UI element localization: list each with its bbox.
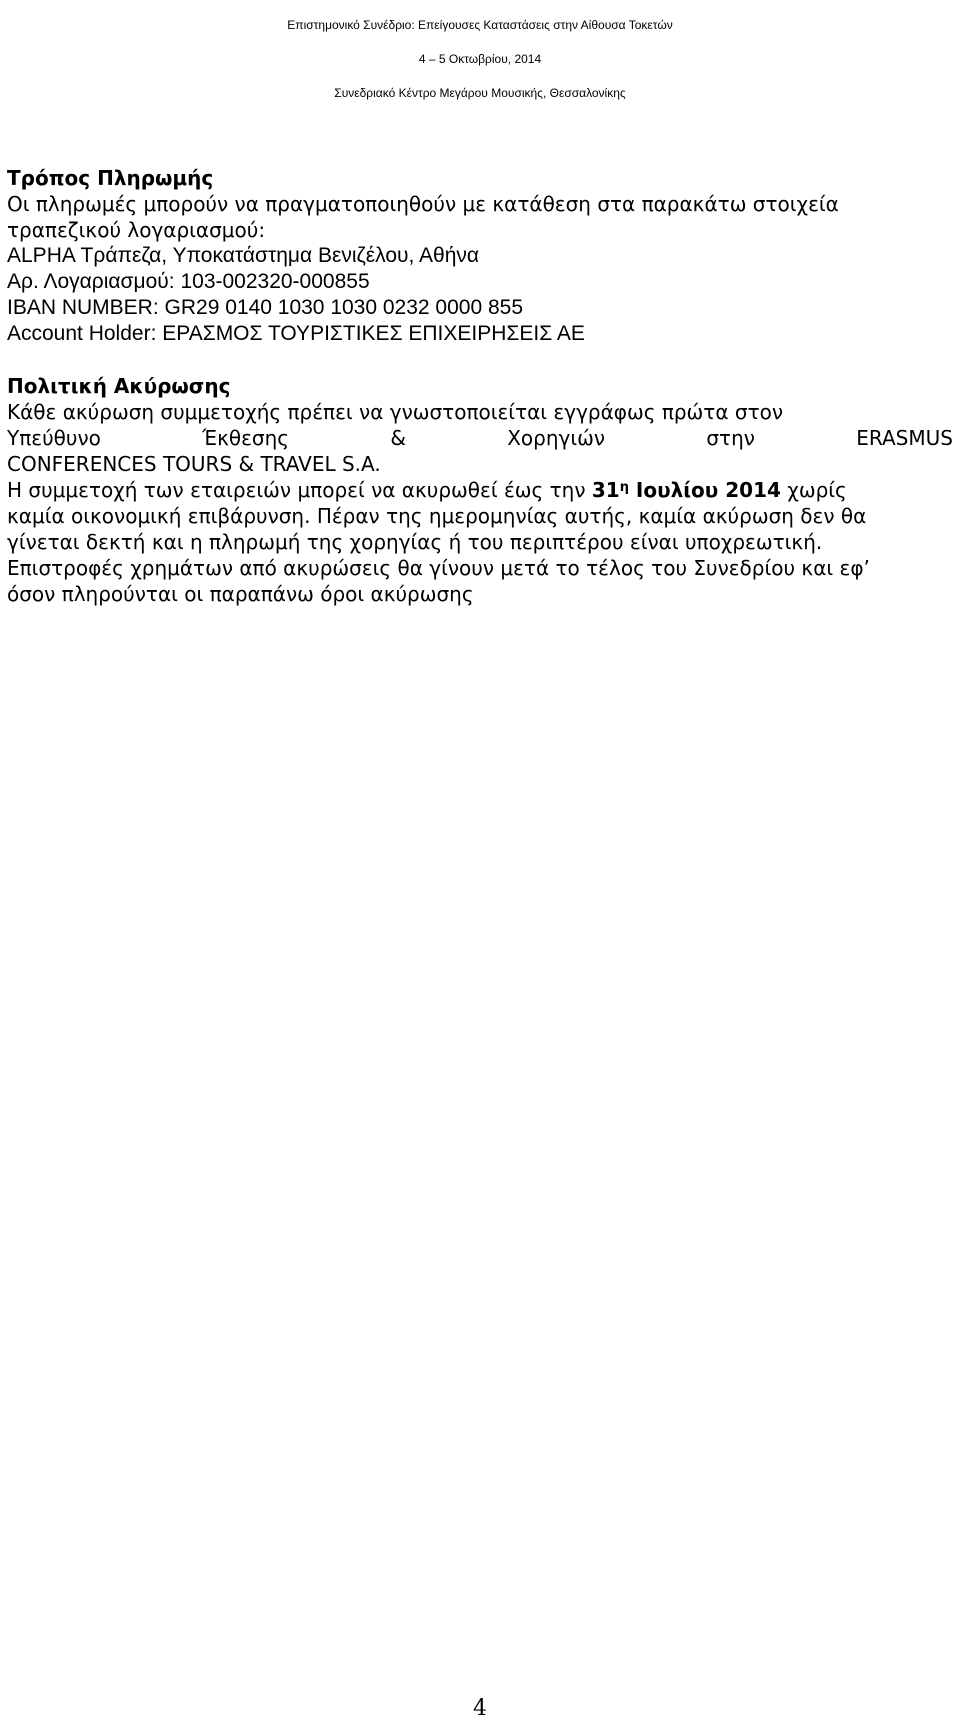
- cancellation-line-7: Επιστροφές χρημάτων από ακυρώσεις θα γίνουν μετά το τέλος του Συνεδρίου και εφ’: [7, 556, 870, 580]
- payment-intro-line-2: τραπεζικού λογαριασμού:: [7, 218, 266, 242]
- account-number: Αρ. Λογαριασμού: 103-002320-000855: [7, 270, 370, 293]
- cancellation-line-3: CONFERENCES TOURS & TRAVEL S.A.: [7, 452, 381, 476]
- cancellation-heading: Πολιτική Ακύρωσης: [7, 374, 231, 398]
- word: Χορηγιών: [507, 426, 606, 450]
- page-number: 4: [473, 1696, 487, 1721]
- word: ERASMUS: [856, 426, 953, 450]
- bank-name: ALPHA Τράπεζα, Υποκατάστημα Βενιζέλου, Αθήνα: [7, 244, 480, 267]
- deadline-day: 31: [591, 478, 620, 502]
- document-body: [7, 165, 953, 607]
- iban-number: IBAN NUMBER: GR29 0140 1030 1030 0232 0000 855: [7, 296, 524, 319]
- cancellation-line-5: καμία οικονομική επιβάρυνση. Πέραν της ημερομηνίας αυτής, καμία ακύρωση δεν θα: [7, 504, 867, 528]
- word: Έκθεσης: [202, 426, 290, 450]
- account-holder: Account Holder: ΕΡΑΣΜΟΣ ΤΟΥΡΙΣΤΙΚΕΣ ΕΠΙΧΕΙΡΗΣΕΙΣ ΑΕ: [7, 322, 585, 345]
- payment-section: [7, 165, 953, 347]
- conference-venue: Συνεδριακό Κέντρο Μεγάρου Μουσικής, Θεσσαλονίκης: [334, 86, 626, 100]
- cancellation-line-8: όσον πληρούνται οι παραπάνω όροι ακύρωσης: [7, 582, 474, 606]
- word: &: [390, 426, 406, 450]
- payment-intro-line-1: Οι πληρωμές μπορούν να πραγματοποιηθούν με κατάθεση στα παρακάτω στοιχεία: [7, 192, 839, 216]
- word: στην: [706, 426, 755, 450]
- section-spacer: [7, 347, 953, 373]
- cancellation-line-2: [7, 425, 953, 451]
- deadline-pre: Η συμμετοχή των εταιρειών μπορεί να ακυρωθεί έως την: [7, 478, 592, 502]
- cancellation-section: [7, 373, 953, 607]
- cancellation-line-4: [7, 477, 953, 503]
- conference-title: Επιστημονικό Συνέδριο: Επείγουσες Καταστάσεις στην Αίθουσα Τοκετών: [287, 18, 673, 32]
- deadline-ordinal: η: [619, 480, 629, 495]
- conference-header: [0, 0, 960, 110]
- deadline-post: χωρίς: [780, 478, 847, 502]
- cancellation-line-6: γίνεται δεκτή και η πληρωμή της χορηγίας ή του περιπτέρου είναι υποχρεωτική.: [7, 530, 823, 554]
- cancellation-line-1: Κάθε ακύρωση συμμετοχής πρέπει να γνωστοποιείται εγγράφως πρώτα στον: [7, 400, 784, 424]
- conference-dates: 4 – 5 Οκτωβρίου, 2014: [418, 52, 542, 66]
- word: Υπεύθυνο: [7, 426, 101, 450]
- payment-heading: Τρόπος Πληρωμής: [7, 166, 214, 190]
- deadline-date: Ιουλίου 2014: [628, 478, 781, 502]
